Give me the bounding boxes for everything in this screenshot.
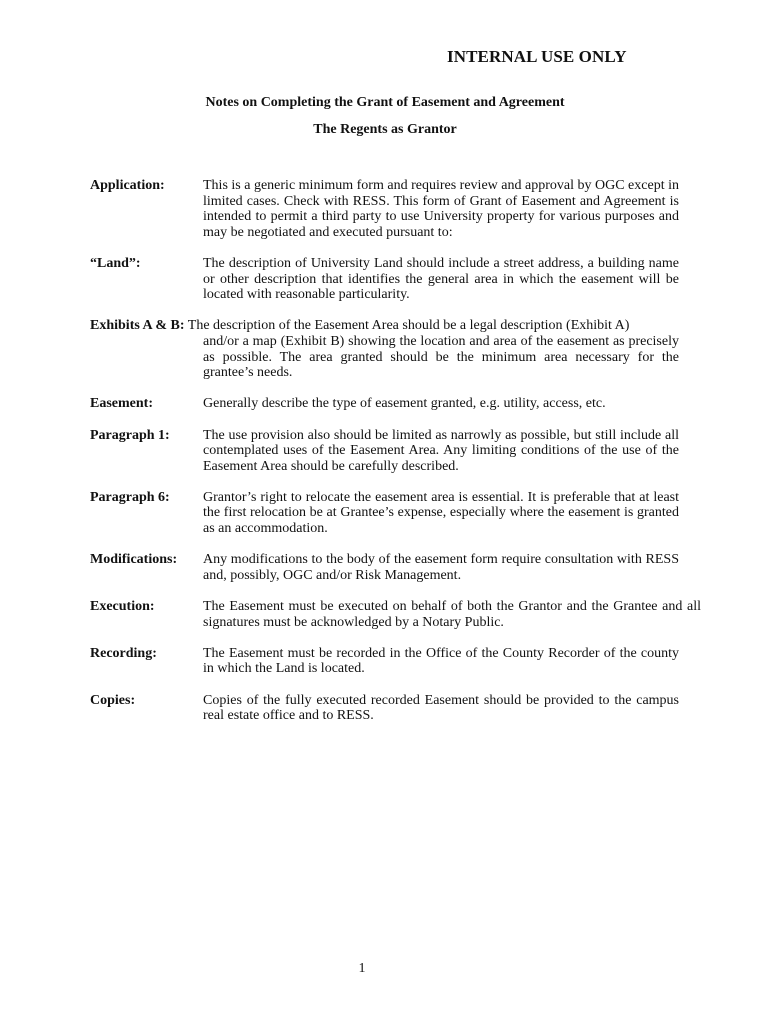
note-label: Modifications:: [90, 552, 178, 568]
note-modifications: [90, 552, 702, 583]
note-text: The Easement must be executed on behalf of both the Grantor and the Grantee and all signatures must be acknowledged by a Notary Public.: [203, 599, 701, 630]
note-text: Grantor’s right to relocate the easement area is essential. It is preferable that at least the first relocation be at Grantee’s expense, especially where the easement is granted as an accommodation.: [203, 489, 679, 537]
note-copies: [90, 693, 702, 724]
note-text: This is a generic minimum form and requires review and approval by OGC except in limited cases. Check with RESS. This form of Grant of Easement and Agreement is intended to permit a third party to use University property for various purposes and may be negotiated and executed pursuant to:: [203, 178, 679, 240]
note-label: “Land”:: [90, 255, 141, 271]
internal-use-stamp: INTERNAL USE ONLY: [447, 47, 627, 66]
note-label: Paragraph 1:: [90, 427, 170, 443]
note-recording: [90, 646, 702, 677]
document-subtitle-text: The Regents as Grantor: [313, 122, 457, 137]
note-text: and/or a map (Exhibit B) showing the location and area of the easement as precisely as possible. The area granted should be the minimum area necessary for the grantee’s needs.: [203, 333, 679, 381]
note-text: The Easement must be recorded in the Office of the County Recorder of the county in which the Land is located.: [203, 645, 679, 677]
note-paragraph-1: [90, 428, 702, 475]
note-easement: [90, 396, 702, 412]
note-text-block: [90, 318, 679, 380]
note-exhibits: [90, 318, 702, 380]
note-label: Copies:: [90, 692, 136, 708]
note-application: [90, 178, 702, 240]
note-text: Copies of the fully executed recorded Easement should be provided to the campus real estate office and to RESS.: [203, 692, 679, 724]
note-text: The use provision also should be limited as narrowly as possible, but still include all contemplated uses of the Easement Area. Any limiting conditions of the use of the Easement Area should be carefully described.: [203, 427, 679, 474]
note-text-first-line: The description of the Easement Area should be a legal description (Exhibit A): [184, 318, 630, 334]
document-title: [0, 95, 770, 111]
note-land: [90, 256, 702, 303]
page-number: 1: [358, 961, 366, 976]
note-label: Application:: [90, 178, 165, 193]
note-label: Exhibits A & B:: [90, 318, 185, 334]
document-title-text: Notes on Completing the Grant of Easement and Agreement: [205, 95, 565, 110]
document-subtitle: [0, 122, 770, 138]
note-text: The description of University Land should include a street address, a building name or other description that identifies the general area in which the easement will be located with reasonable particularity.: [203, 255, 679, 303]
notes-list: [90, 178, 702, 739]
note-execution: [90, 599, 702, 630]
note-text: Generally describe the type of easement granted, e.g. utility, access, etc.: [203, 396, 606, 412]
note-paragraph-6: [90, 490, 702, 537]
note-label: Easement:: [90, 396, 153, 412]
note-label: Recording:: [90, 645, 157, 661]
note-label: Execution:: [90, 599, 155, 615]
note-text: Any modifications to the body of the easement form require consultation with RESS and, possibly, OGC and/or Risk Management.: [203, 552, 679, 583]
note-label: Paragraph 6:: [90, 489, 170, 505]
